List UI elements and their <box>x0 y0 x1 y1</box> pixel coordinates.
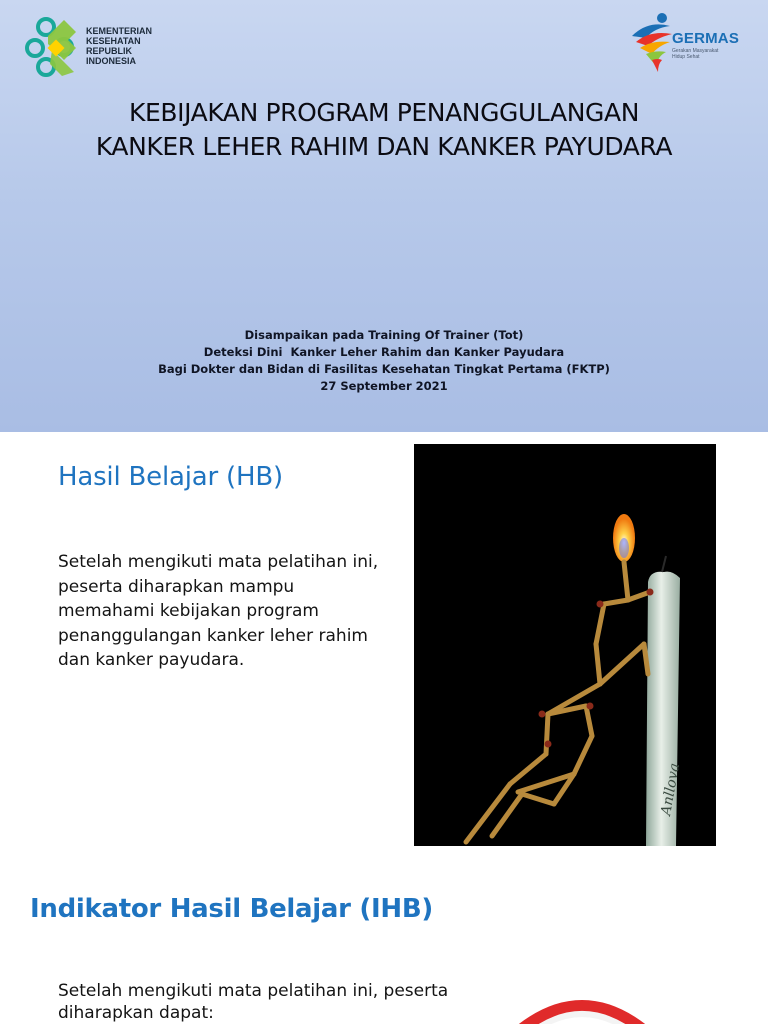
subtitle-line: Bagi Dokter dan Bidan di Fasilitas Kesehatan Tingkat Pertama (FKTP) <box>158 362 610 376</box>
slide-title: KEBIJAKAN PROGRAM PENANGGULANGAN KANKER LEHER RAHIM DAN KANKER PAYUDARA <box>95 98 673 161</box>
subtitle-date: 27 September 2021 <box>320 379 448 393</box>
slide-subtitle <box>20 327 748 395</box>
title-slide <box>0 0 768 432</box>
germas-logo-text: GERMAS <box>672 30 740 47</box>
germas-emblem-icon <box>628 10 678 74</box>
germas-logo <box>628 10 748 74</box>
subtitle-line: Disampaikan pada Training Of Trainer (Tot) <box>244 328 524 342</box>
photo-signature: Anllova <box>658 761 684 817</box>
learning-outcome-heading: Hasil Belajar (HB) <box>58 462 283 492</box>
candle-matchsticks-photo <box>414 444 716 846</box>
subtitle-line: Deteksi Dini Kanker Leher Rahim dan Kanker Payudara <box>203 345 565 359</box>
kemenkes-logo-text: KEMENTERIAN KESEHATAN REPUBLIK INDONESIA <box>86 26 153 66</box>
kemenkes-logo <box>24 16 174 78</box>
learning-outcome-slide <box>0 432 768 864</box>
kemenkes-emblem-icon <box>24 16 82 78</box>
indicator-heading: Indikator Hasil Belajar (IHB) <box>30 894 433 924</box>
germas-tagline: Gerakan Masyarakat Hidup Sehat <box>672 48 719 60</box>
indicator-slide <box>0 864 768 1024</box>
red-ring-graphic-icon <box>512 992 652 1024</box>
indicator-body: Setelah mengikuti mata pelatihan ini, peserta diharapkan dapat: <box>58 981 449 1023</box>
learning-outcome-body: Setelah mengikuti mata pelatihan ini, peserta diharapkan mampu memahami kebijakan program penanggulangan kanker leher rahim dan kanker payudara. <box>58 552 379 670</box>
